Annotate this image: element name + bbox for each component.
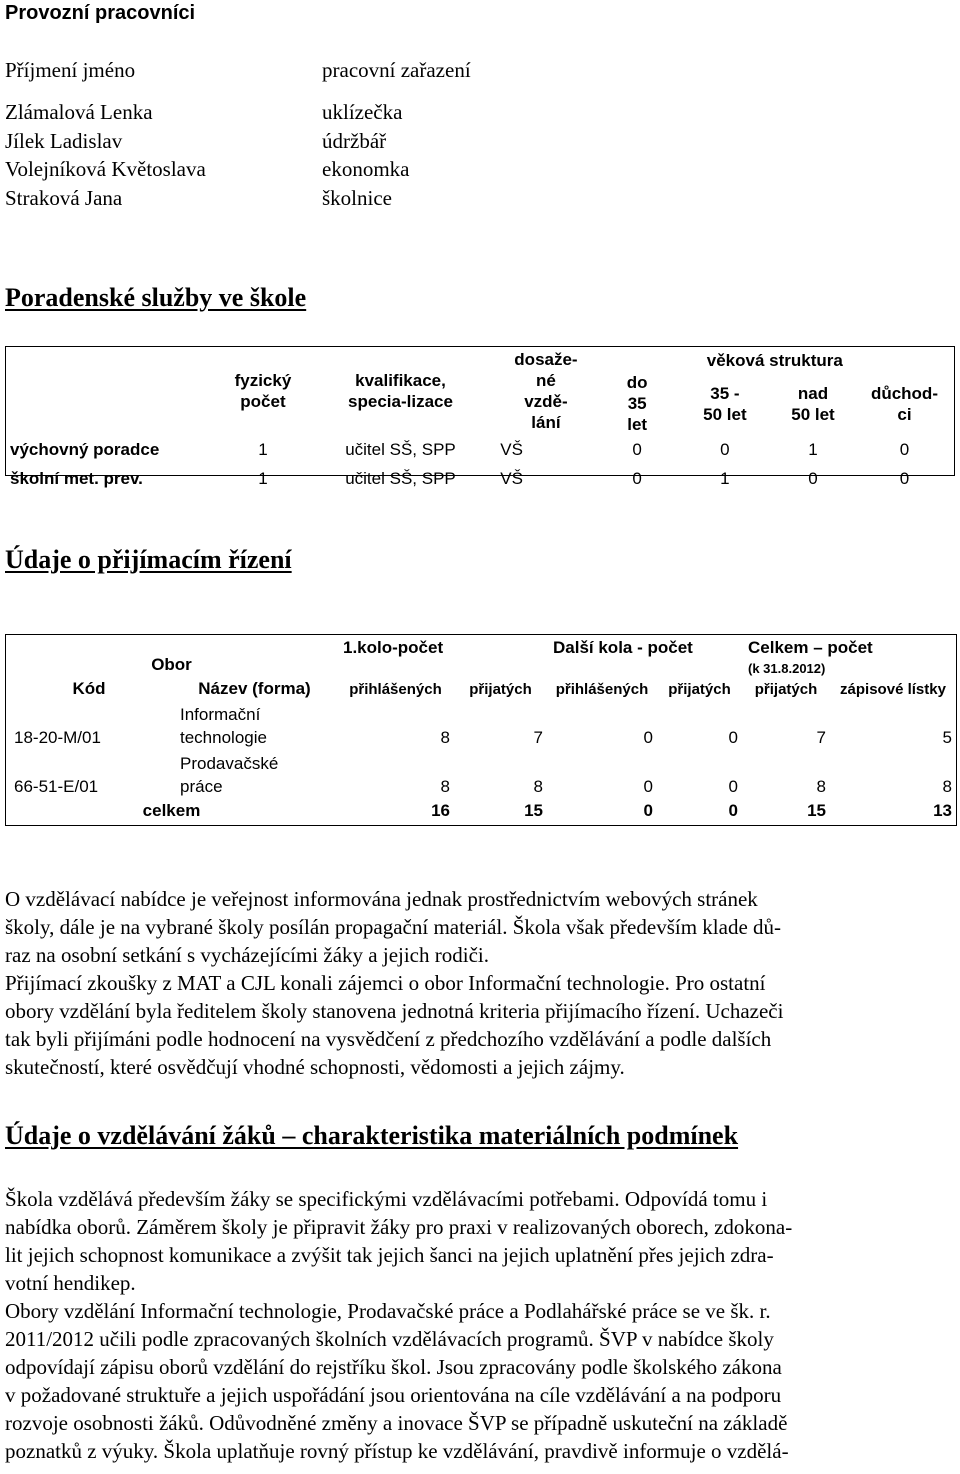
staff-col-name: Příjmení jméno xyxy=(5,58,136,82)
total-label: celkem xyxy=(142,801,201,820)
cell-o-admitted: 0 xyxy=(728,777,738,796)
hdr-over50: nad 50 let xyxy=(791,383,835,424)
text-line: skutečností, které osvědčují vhodné schopnosti, vědomosti a jejich zájmy. xyxy=(5,1055,625,1079)
education-heading: Údaje o vzdělávání žáků – charakteristika materiálních podmínek xyxy=(5,1121,739,1150)
staff-list xyxy=(5,98,410,212)
cell-code: 18-20-M/01 xyxy=(14,728,101,747)
total-o-applied: 0 xyxy=(643,801,653,820)
cell-count: 1 xyxy=(258,439,268,459)
total-r1-admitted: 15 xyxy=(524,801,543,820)
cell-name-line1: Prodavačské xyxy=(180,753,279,773)
total-r1-applied: 16 xyxy=(431,801,450,820)
total-t-enroll: 13 xyxy=(933,801,952,820)
table-row xyxy=(6,435,954,464)
cell-t-enroll: 8 xyxy=(942,777,952,796)
text-line: školy, dále je na vybrané školy posílán propagační materiál. Škola však především klade dů- xyxy=(5,915,782,939)
cell-o-admitted: 0 xyxy=(728,728,738,747)
staff-row xyxy=(5,127,387,156)
cell-t-enroll: 5 xyxy=(942,728,952,747)
counseling-heading: Poradenské služby ve škole xyxy=(5,283,307,312)
table-total-row xyxy=(6,799,956,823)
text-line: tak byli přijímáni podle hodnocení na vysvědčení z předchozího vzdělávání a podle dalších xyxy=(5,1027,772,1051)
hdr-name: Název (forma) xyxy=(198,679,311,698)
hdr-count: fyzický počet xyxy=(234,371,292,411)
cell-over50: 1 xyxy=(808,439,818,459)
text-line: lit jejich schopnost komunikace a zvýšit tak jejich šanci na jejich uplatnění přes jejich zdra- xyxy=(5,1243,774,1267)
cell-education: VŠ xyxy=(500,439,523,459)
cell-retired: 0 xyxy=(899,469,910,488)
hdr-round1: 1.kolo-počet xyxy=(343,637,444,657)
counseling-corner xyxy=(6,347,221,435)
hdr-r1-admitted: přijatých xyxy=(469,680,532,698)
text-line: 2011/2012 učili podle zpracovaných školních vzdělávacích programů. ŠVP v nabídce školy xyxy=(5,1327,774,1351)
staff-role: údržbář xyxy=(322,128,387,153)
staff-role: ekonomka xyxy=(322,157,410,181)
admission-table xyxy=(5,634,957,826)
cell-r1-applied: 8 xyxy=(440,777,450,796)
hdr-o-admitted: přijatých xyxy=(668,680,731,698)
staff-name: Volejníková Květoslava xyxy=(5,157,206,181)
total-o-admitted: 0 xyxy=(728,801,738,820)
row-role: výchovný poradce xyxy=(10,439,160,459)
hdr-r1-applied: přihlášených xyxy=(349,680,442,698)
hdr-total-date: (k 31.8.2012) xyxy=(748,661,826,676)
staff-row xyxy=(5,184,392,213)
table-row xyxy=(6,750,956,799)
table-row xyxy=(6,464,954,494)
staff-title: Provozní pracovníci xyxy=(5,2,196,24)
cell-code: 66-51-E/01 xyxy=(14,777,99,796)
total-t-admitted: 15 xyxy=(807,801,826,820)
admission-heading: Údaje o přijímacím řízení xyxy=(5,545,292,574)
text-line: votní hendikep. xyxy=(5,1271,136,1295)
hdr-under35: do 35 let xyxy=(626,373,648,434)
text-line: raz na osobní setkání s vycházejícími žáky a jejich rodiči. xyxy=(5,943,489,967)
cell-name xyxy=(172,750,337,799)
text-line: Škola vzdělává především žáky se specifickými vzdělávacími potřebami. Odpovídá tomu i xyxy=(5,1187,768,1211)
hdr-code: Kód xyxy=(72,679,106,698)
text-line: O vzdělávací nabídce je veřejnost informována jednak prostřednictvím webových stránek xyxy=(5,887,758,911)
cell-qualification: učitel SŠ, SPP xyxy=(345,469,456,488)
text-line: nabídka oborů. Záměrem školy je připravit žáky pro praxi v realizovaných oborech, zdokona- xyxy=(5,1215,793,1239)
cell-count: 1 xyxy=(258,469,268,488)
hdr-age-group: věková struktura xyxy=(706,350,843,370)
cell-r1-applied: 8 xyxy=(440,728,450,747)
cell-name-line2: práce xyxy=(180,776,223,796)
hdr-t-admitted: přijatých xyxy=(754,680,818,698)
cell-over50: 0 xyxy=(808,469,818,488)
text-line: rozvoje osobnosti žáků. Odůvodněné změny a inovace ŠVP se případně uskuteční na základě xyxy=(5,1411,788,1435)
cell-under35: 0 xyxy=(632,439,642,459)
text-line: v požadované struktuře a jejich uspořádání jsou orientována na cíle vzdělávání a na podporu xyxy=(5,1383,782,1407)
table-row xyxy=(6,701,956,750)
cell-retired: 0 xyxy=(899,439,910,459)
staff-role: uklízečka xyxy=(322,100,403,124)
cell-t-admitted: 7 xyxy=(816,728,826,747)
hdr-qualification: kvalifikace, specia-lizace xyxy=(348,371,453,411)
cell-r1-admitted: 7 xyxy=(533,728,543,747)
staff-role: školnice xyxy=(322,185,392,210)
cell-o-applied: 0 xyxy=(643,728,653,747)
hdr-retired: důchod-ci xyxy=(870,383,938,424)
staff-name: Straková Jana xyxy=(5,185,123,210)
staff-name: Zlámalová Lenka xyxy=(5,100,153,124)
cell-35-50: 1 xyxy=(720,469,730,488)
hdr-education: dosaže-né vzdě-lání xyxy=(514,350,578,432)
hdr-35-50: 35 - 50 let xyxy=(703,383,747,424)
row-role: školní met. prev. xyxy=(10,469,143,488)
cell-education: VŠ xyxy=(500,469,523,488)
cell-o-applied: 0 xyxy=(643,777,653,796)
hdr-other-rounds: Další kola - počet xyxy=(553,637,693,657)
counseling-table xyxy=(5,346,955,488)
text-line: Obory vzdělání Informační technologie, Prodavačské práce a Podlahářské práce se ve šk. r. xyxy=(5,1299,771,1323)
text-line: poznatků z výuky. Škola uplatňuje rovný přístup ke vzdělávání, pravdivě informuje o vzdělá- xyxy=(5,1439,789,1463)
staff-row xyxy=(5,155,410,184)
cell-name-line2: technologie xyxy=(180,727,267,747)
cell-under35: 0 xyxy=(632,469,642,488)
staff-name: Jílek Ladislav xyxy=(5,128,123,153)
cell-r1-admitted: 8 xyxy=(533,777,543,796)
cell-t-admitted: 8 xyxy=(816,777,826,796)
staff-col-role: pracovní zařazení xyxy=(322,58,471,82)
cell-name-line1: Informační xyxy=(180,704,261,724)
text-line: odpovídají zápisu oborů vzdělání do rejstříku škol. Jsou zpracovány podle školského zákona xyxy=(5,1355,782,1379)
hdr-o-applied: přihlášených xyxy=(555,680,649,698)
cell-qualification: učitel SŠ, SPP xyxy=(345,439,456,459)
text-line: Přijímací zkoušky z MAT a CJL konali zájemci o obor Informační technologie. Pro ostatní xyxy=(5,971,766,995)
cell-name xyxy=(172,701,337,750)
admission-paragraph xyxy=(5,885,955,1081)
staff-row xyxy=(5,98,403,127)
hdr-t-enroll: zápisové lístky xyxy=(840,680,946,698)
cell-35-50: 0 xyxy=(720,439,730,459)
text-line: obory vzdělání byla ředitelem školy stanovena jednotná kriteria přijímacího řízení. Uchazeči xyxy=(5,999,784,1023)
hdr-total: Celkem – počet xyxy=(748,637,873,657)
education-paragraph xyxy=(5,1185,955,1465)
hdr-obor: Obor xyxy=(151,655,192,674)
